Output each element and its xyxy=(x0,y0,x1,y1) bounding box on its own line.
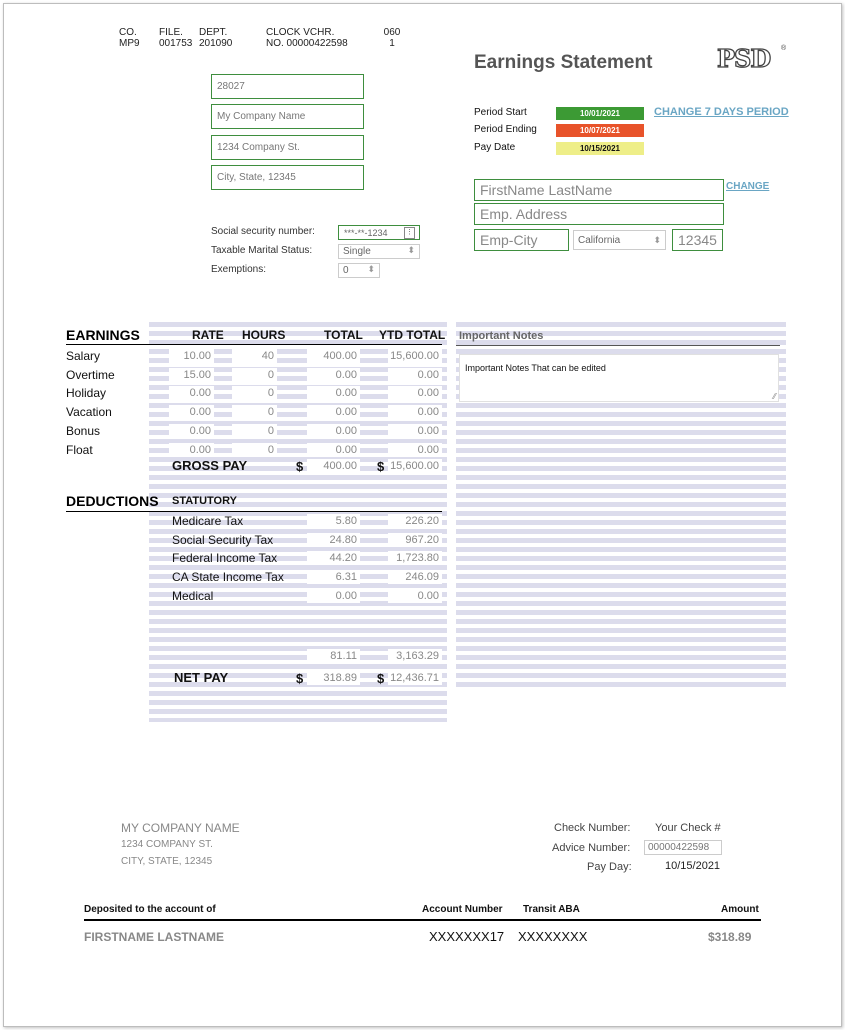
deductions-sum-total[interactable]: 81.11 xyxy=(307,649,360,663)
pay-day-value: 10/15/2021 xyxy=(665,860,721,872)
advice-number-input[interactable]: 00000422598 xyxy=(644,840,722,855)
amount-header: Amount xyxy=(721,904,759,915)
marital-value: Single xyxy=(343,246,371,257)
deductions-sum-ytd[interactable]: 3,163.29 xyxy=(388,649,442,663)
amount-value: $318.89 xyxy=(708,930,752,944)
hours-cell[interactable]: 0 xyxy=(232,443,277,457)
n-block xyxy=(382,27,402,49)
ytd-header: YTD TOTAL xyxy=(379,328,446,342)
earnings-divider xyxy=(66,344,442,345)
company-city-input[interactable]: City, State, 12345 xyxy=(211,165,364,190)
rate-cell[interactable]: 15.00 xyxy=(169,368,214,382)
earnings-statement-page xyxy=(3,3,842,1027)
co-value: MP9 xyxy=(119,38,140,49)
earnings-row-label: Holiday xyxy=(66,386,107,400)
earnings-row-label: Vacation xyxy=(66,405,112,419)
deduction-row-label: Medicare Tax xyxy=(172,514,244,528)
ytd-cell[interactable]: 0.00 xyxy=(388,405,442,419)
pay-date-label: Pay Date xyxy=(474,142,516,153)
total-cell[interactable]: 0.00 xyxy=(307,368,360,382)
ssn-label: Social security number: xyxy=(211,226,315,237)
ytd-cell[interactable]: 0.00 xyxy=(388,443,442,457)
deduction-ytd-cell[interactable]: 246.09 xyxy=(388,570,442,584)
resize-handle-icon[interactable]: ⁄⁄ xyxy=(773,392,776,401)
hours-cell[interactable]: 40 xyxy=(232,349,277,363)
check-company-name: MY COMPANY NAME xyxy=(121,821,240,835)
deduction-row-label: Medical xyxy=(172,589,214,603)
hours-cell[interactable]: 0 xyxy=(232,386,277,400)
marital-label: Taxable Marital Status: xyxy=(211,245,313,256)
dept-value: 201090 xyxy=(199,38,233,49)
gross-total-cell[interactable]: 400.00 xyxy=(307,459,360,473)
pay-day-label: Pay Day: xyxy=(587,861,632,873)
clock-block xyxy=(266,27,348,49)
company-name-input[interactable]: My Company Name xyxy=(211,104,364,129)
rate-cell[interactable]: 0.00 xyxy=(169,424,214,438)
period-end-label: Period Ending xyxy=(474,124,537,135)
deduction-row-label: CA State Income Tax xyxy=(172,570,284,584)
deduction-total-cell[interactable]: 5.80 xyxy=(307,514,360,528)
total-cell[interactable]: 0.00 xyxy=(307,443,360,457)
gross-ytd-cell[interactable]: 15,600.00 xyxy=(388,459,442,473)
chevron-updown-icon: ⬍ xyxy=(653,235,661,245)
gross-currency-symbol: $ xyxy=(296,459,304,474)
deduction-ytd-cell[interactable]: 0.00 xyxy=(388,589,442,603)
hours-cell[interactable]: 0 xyxy=(232,424,277,438)
check-company-street: 1234 COMPANY ST. xyxy=(121,839,213,850)
gross-pay-label: GROSS PAY xyxy=(172,458,248,473)
employee-city-input[interactable]: Emp-City xyxy=(474,229,569,251)
psd-logo: PSD xyxy=(717,44,771,73)
ytd-cell[interactable]: 0.00 xyxy=(388,386,442,400)
gross-ytd-currency-symbol: $ xyxy=(377,459,385,474)
deduction-row-label: Federal Income Tax xyxy=(172,551,278,565)
deduction-ytd-cell[interactable]: 1,723.80 xyxy=(388,551,442,565)
rate-header: RATE xyxy=(192,328,224,342)
net-pay-label: NET PAY xyxy=(174,670,229,685)
file-value: 001753 xyxy=(159,38,193,49)
chevron-updown-icon: ⬍ xyxy=(407,245,415,255)
total-header: TOTAL xyxy=(324,328,363,342)
hours-cell[interactable]: 0 xyxy=(232,368,277,382)
change-period-link[interactable]: CHANGE 7 DAYS PERIOD xyxy=(654,106,789,118)
statutory-header: STATUTORY xyxy=(172,495,237,507)
notes-divider xyxy=(456,345,780,346)
ytd-cell[interactable]: 15,600.00 xyxy=(388,349,442,363)
earnings-row-label: Float xyxy=(66,443,93,457)
rate-cell[interactable]: 0.00 xyxy=(169,443,214,457)
ssn-input[interactable] xyxy=(338,225,420,240)
total-cell[interactable]: 0.00 xyxy=(307,424,360,438)
clock-label: CLOCK VCHR. xyxy=(266,27,335,38)
deduction-total-cell[interactable]: 6.31 xyxy=(307,570,360,584)
company-id-input[interactable]: 28027 xyxy=(211,74,364,99)
deduction-ytd-cell[interactable]: 226.20 xyxy=(388,514,442,528)
earnings-row-label: Overtime xyxy=(66,368,115,382)
dept-label: DEPT. xyxy=(199,27,228,38)
exemptions-select[interactable] xyxy=(338,263,380,278)
n-value: 1 xyxy=(389,38,395,49)
account-header: Account Number xyxy=(422,904,503,915)
advice-number-label: Advice Number: xyxy=(552,842,631,854)
net-total-cell[interactable]: 318.89 xyxy=(307,671,360,685)
total-cell[interactable]: 0.00 xyxy=(307,386,360,400)
period-end-badge[interactable]: 10/07/2021 xyxy=(556,124,644,137)
company-street-input[interactable]: 1234 Company St. xyxy=(211,135,364,160)
deposit-header: Deposited to the account of xyxy=(84,904,216,915)
deductions-title: DEDUCTIONS xyxy=(66,493,159,509)
deposit-divider xyxy=(84,919,761,921)
deduction-total-cell[interactable]: 44.20 xyxy=(307,551,360,565)
rate-cell[interactable]: 0.00 xyxy=(169,405,214,419)
employee-zip-input[interactable]: 12345 xyxy=(672,229,723,251)
deduction-row-label: Social Security Tax xyxy=(172,533,274,547)
co-label: CO. xyxy=(119,27,137,38)
period-start-badge[interactable]: 10/01/2021 xyxy=(556,107,644,120)
check-number-label: Check Number: xyxy=(554,822,631,834)
state-select[interactable] xyxy=(573,230,666,250)
dept-block xyxy=(199,27,232,49)
earnings-title: EARNINGS xyxy=(66,327,140,343)
period-start-label: Period Start xyxy=(474,107,527,118)
ytd-cell[interactable]: 0.00 xyxy=(388,424,442,438)
hours-cell[interactable]: 0 xyxy=(232,405,277,419)
ytd-cell[interactable]: 0.00 xyxy=(388,368,442,382)
state-value: California xyxy=(578,234,621,246)
earnings-row-label: Salary xyxy=(66,349,101,363)
change-link[interactable]: CHANGE xyxy=(726,181,770,192)
check-number-value: Your Check # xyxy=(655,822,721,834)
statement-title: Earnings Statement xyxy=(474,52,653,73)
chevron-updown-icon: ⬍ xyxy=(367,264,375,274)
exemptions-label: Exemptions: xyxy=(211,264,267,275)
file-block xyxy=(159,27,192,49)
transit-header: Transit ABA xyxy=(523,904,580,915)
registered-mark-icon: ® xyxy=(781,45,787,52)
n-label: 060 xyxy=(383,27,401,38)
deduction-ytd-cell[interactable]: 967.20 xyxy=(388,533,442,547)
notes-textarea[interactable] xyxy=(459,354,779,402)
employee-address-input[interactable]: Emp. Address xyxy=(474,203,724,225)
deduction-total-cell[interactable]: 24.80 xyxy=(307,533,360,547)
file-label: FILE. xyxy=(159,27,183,38)
notes-text: Important Notes That can be edited xyxy=(465,363,606,373)
co-block xyxy=(119,27,140,49)
payee-name: FIRSTNAME LASTNAME xyxy=(84,930,224,944)
net-ytd-currency-symbol: $ xyxy=(377,671,385,686)
total-cell[interactable]: 0.00 xyxy=(307,405,360,419)
net-currency-symbol: $ xyxy=(296,671,304,686)
total-cell[interactable]: 400.00 xyxy=(307,349,360,363)
deductions-divider xyxy=(66,511,442,512)
clock-value: NO. 00000422598 xyxy=(266,38,348,49)
hours-header: HOURS xyxy=(242,328,286,342)
rate-cell[interactable]: 10.00 xyxy=(169,349,214,363)
check-company-city: CITY, STATE, 12345 xyxy=(121,856,213,867)
account-number-value: XXXXXXX17 xyxy=(429,929,505,944)
ssn-value: ***-**-1234 xyxy=(344,227,388,238)
exemptions-value: 0 xyxy=(343,265,349,276)
rate-cell[interactable]: 0.00 xyxy=(169,386,214,400)
earnings-row-label: Bonus xyxy=(66,424,101,438)
net-ytd-cell[interactable]: 12,436.71 xyxy=(388,671,442,685)
notes-title: Important Notes xyxy=(459,330,544,342)
pay-date-badge[interactable]: 10/15/2021 xyxy=(556,142,644,155)
employee-name-input[interactable]: FirstName LastName xyxy=(474,179,724,201)
marital-select[interactable] xyxy=(338,244,420,259)
deduction-total-cell[interactable]: 0.00 xyxy=(307,589,360,603)
keyboard-icon[interactable]: ⋮ xyxy=(404,227,415,239)
transit-aba-value: XXXXXXXX xyxy=(518,929,588,944)
